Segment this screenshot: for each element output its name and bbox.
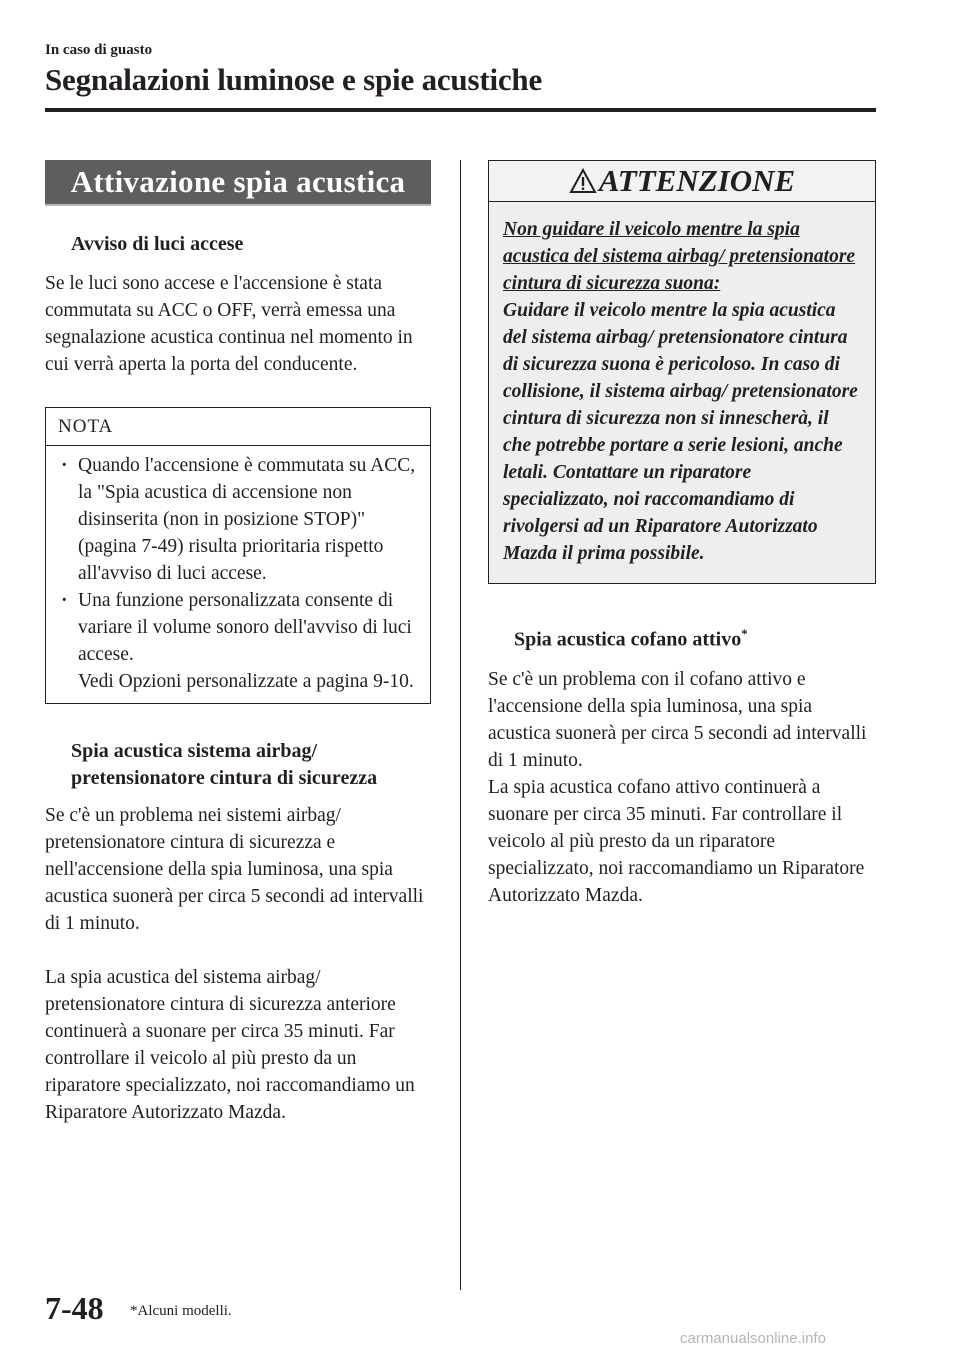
heading-airbag <box>71 738 431 792</box>
nota-item-1: · Quando l'accensione è commutata su ACC, la "Spia acustica di accensione non disinserita (non in posizione STOP)" (pagina 7-49) risulta prioritaria rispetto all'avviso di luci accese. <box>58 452 418 587</box>
attenzione-text: Guidare il veicolo mentre la spia acustica del sistema airbag/ pretensionatore cintura di sicurezza suona è pericoloso. In caso di collisione, il sistema airbag/ pretensionatore cintura di sicurezza non si innescherà, il che potrebbe portare a serie lesioni, anche letali. Contattare un riparatore specializzato, noi raccomandiamo di rivolgersi ad un Riparatore Autorizzato Mazda il prima possibile. <box>503 300 858 564</box>
paragraph-cofano <box>488 666 876 909</box>
airbag-text-2: La spia acustica del sistema airbag/ pretensionatore cintura di sicurezza anteriore continuerà a suonare per circa 35 minuti. Far controllare il veicolo al più presto da un riparatore specializzato, noi raccomandiamo un Riparatore Autorizzato Mazda. <box>45 967 415 1123</box>
nota-item-2 <box>58 587 418 695</box>
nota-box <box>45 407 431 704</box>
attenzione-header <box>489 161 875 202</box>
left-column <box>45 160 431 1126</box>
section-header: Attivazione spia acustica <box>45 160 431 206</box>
heading-avviso-luci: Avviso di luci accese <box>71 233 244 255</box>
title-divider <box>45 108 876 112</box>
attenzione-title: ATTENZIONE <box>598 163 796 198</box>
airbag-text-1: Se c'è un problema nei sistemi airbag/ pretensionatore cintura di sicurezza e nell'accensione della spia luminosa, una spia acustica suonerà per circa 5 secondi ad intervalli di 1 minuto. <box>45 805 424 934</box>
attenzione-lead: Non guidare il veicolo mentre la spia acustica del sistema airbag/ pretensionatore cintura di sicurezza suona: <box>503 219 856 294</box>
nota-item-2-text: Una funzione personalizzata consente di variare il volume sonoro dell'avviso di luci accese. <box>78 590 412 665</box>
paragraph-avviso-luci <box>45 270 431 378</box>
cofano-text-1: Se c'è un problema con il cofano attivo e l'accensione della spia luminosa, una spia acustica suonerà per circa 5 secondi ad intervalli di 1 minuto. <box>488 668 867 771</box>
avviso-luci-text: Se le luci sono accese e l'accensione è stata commutata su ACC o OFF, verrà emessa una segnalazione acustica continua nel momento in cui verrà aperta la porta del conducente. <box>45 273 413 375</box>
heading-cofano-text: Spia acustica cofano attivo <box>514 628 742 651</box>
footnote-asterisk: * <box>741 626 748 641</box>
heading-airbag-line1: Spia acustica sistema airbag/ <box>71 740 318 762</box>
heading-cofano <box>514 620 876 654</box>
paragraph-airbag <box>45 802 431 1126</box>
nota-item-2-reference: Vedi Opzioni personalizzate a pagina 9-10. <box>78 671 414 692</box>
watermark: carmanualsonline.info <box>680 1330 826 1347</box>
attenzione-body <box>489 202 875 583</box>
page-title: Segnalazioni luminose e spie acustiche <box>45 62 543 97</box>
cofano-text-2: La spia acustica cofano attivo continuerà a suonare per circa 35 minuti. Far controllare il veicolo al più presto da un riparatore specializzato, noi raccomandiamo un Riparatore Autorizzato Mazda. <box>488 776 865 906</box>
heading-airbag-line2: pretensionatore cintura di sicurezza <box>71 767 378 789</box>
warning-triangle-icon <box>569 164 597 204</box>
breadcrumb: In caso di guasto <box>45 42 153 58</box>
nota-body <box>46 446 430 703</box>
footnote: *Alcuni modelli. <box>130 1303 232 1319</box>
attenzione-box <box>488 160 876 584</box>
nota-title: NOTA <box>46 408 430 446</box>
column-divider <box>460 160 461 1290</box>
page-number: 7-48 <box>45 1290 104 1326</box>
right-column <box>488 160 876 909</box>
